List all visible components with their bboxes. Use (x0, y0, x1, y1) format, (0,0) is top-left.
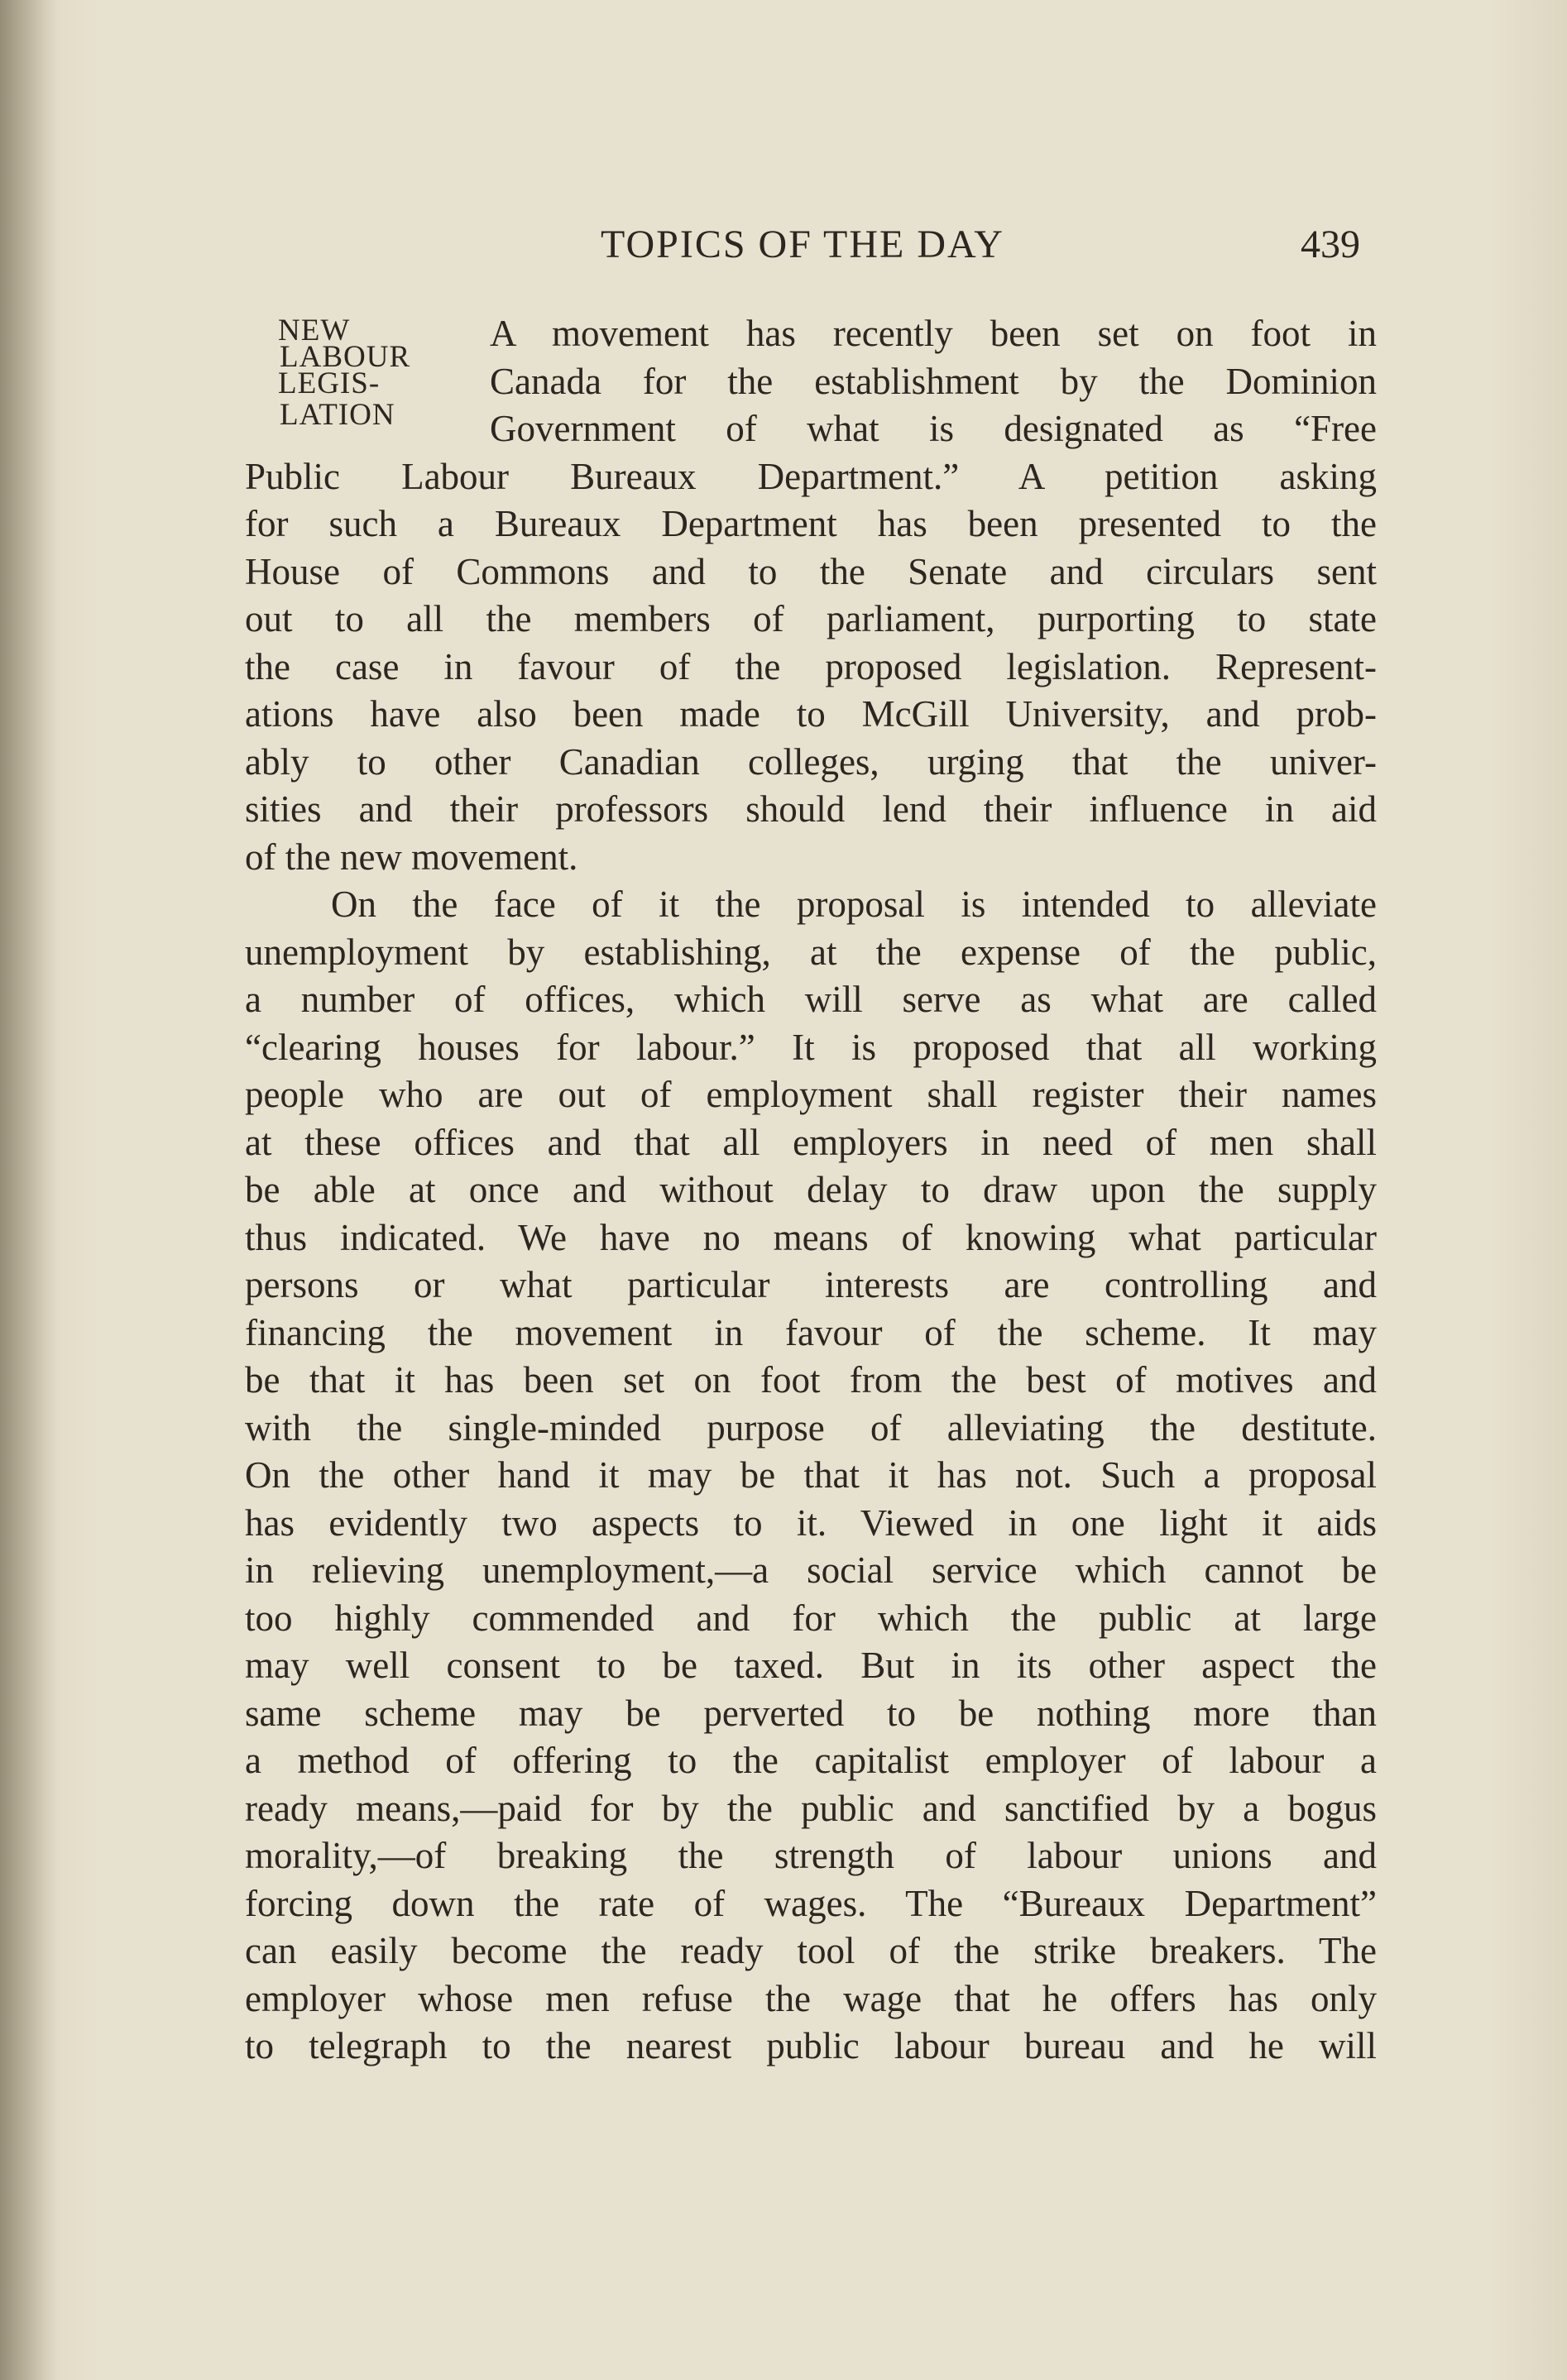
text-line: a method of offering to the capitalist employer of labour a (245, 1740, 1377, 1781)
text-line: for such a Bureaux Department has been presented to the (245, 503, 1377, 544)
body-text (245, 310, 1377, 2071)
text-line: people who are out of employment shall register their names (245, 1074, 1377, 1115)
text-line: persons or what particular interests are controlling and (245, 1264, 1377, 1305)
text-line: out to all the members of parliament, purporting to state (245, 598, 1377, 639)
text-line: of the new movement. (245, 836, 578, 878)
text-line: be able at once and without delay to draw upon the supply (245, 1169, 1377, 1210)
text-line: sities and their professors should lend their influence in aid (245, 788, 1377, 830)
text-line: can easily become the ready tool of the strike breakers. The (245, 1930, 1377, 1971)
sidenote-line: NEW (278, 314, 351, 347)
text-line: in relieving unemployment,—a social service which cannot be (245, 1549, 1377, 1591)
text-line: thus indicated. We have no means of knowing what particular (245, 1216, 1377, 1258)
page-number: 439 (1301, 223, 1360, 266)
text-line: On the other hand it may be that it has not. Such a proposal (245, 1454, 1377, 1496)
text-line: “clearing houses for labour.” It is proposed that all working (245, 1026, 1377, 1068)
running-title: TOPICS OF THE DAY (601, 223, 1004, 266)
text-line: has evidently two aspects to it. Viewed in one light it aids (245, 1501, 1377, 1544)
text-line: forcing down the rate of wages. The “Bureaux Department” (245, 1882, 1377, 1924)
text-line: a number of offices, which will serve as what are called (245, 979, 1377, 1020)
text-line: Public Labour Bureaux Department.” A petition asking (245, 455, 1377, 497)
text-line: same scheme may be perverted to be nothing more than (245, 1692, 1377, 1734)
text-line: unemployment by establishing, at the expense of the public, (245, 931, 1377, 973)
text-line: Government of what is designated as “Free (490, 408, 1377, 449)
text-line: with the single-minded purpose of alleviating the destitute. (245, 1406, 1377, 1449)
text-line: Canada for the establishment by the Dominion (490, 360, 1377, 402)
text-line: ready means,—paid for by the public and sanctified by a bogus (245, 1787, 1377, 1829)
text-line: too highly commended and for which the public at large (245, 1597, 1377, 1639)
text-line: the case in favour of the proposed legislation. Represent- (245, 645, 1377, 687)
text-line: A movement has recently been set on foot in (490, 313, 1377, 354)
text-line: may well consent to be taxed. But in its other aspect the (245, 1645, 1377, 1686)
text-line: to telegraph to the nearest public labour bureau and he will (245, 2025, 1377, 2066)
text-line: ably to other Canadian colleges, urging that the univer- (245, 740, 1377, 783)
text-line: financing the movement in favour of the scheme. It may (245, 1311, 1377, 1353)
running-head (245, 222, 1360, 280)
text-line: ations have also been made to McGill University, and prob- (245, 693, 1377, 735)
sidenote-line: LEGIS- (278, 366, 381, 400)
text-line: at these offices and that all employers in need of men shall (245, 1121, 1377, 1163)
text-line: be that it has been set on foot from the best of motives and (245, 1359, 1377, 1401)
text-line: employer whose men refuse the wage that he offers has only (245, 1977, 1377, 2019)
spine-shadow (0, 0, 58, 2380)
text-line: morality,—of breaking the strength of labour unions and (245, 1835, 1377, 1876)
text-line: House of Commons and to the Senate and circulars sent (245, 550, 1377, 592)
text-line: On the face of it the proposal is intended to alleviate (331, 884, 1377, 925)
sidenote-line: LABOUR (280, 340, 411, 374)
sidenote-line: LATION (280, 398, 395, 432)
